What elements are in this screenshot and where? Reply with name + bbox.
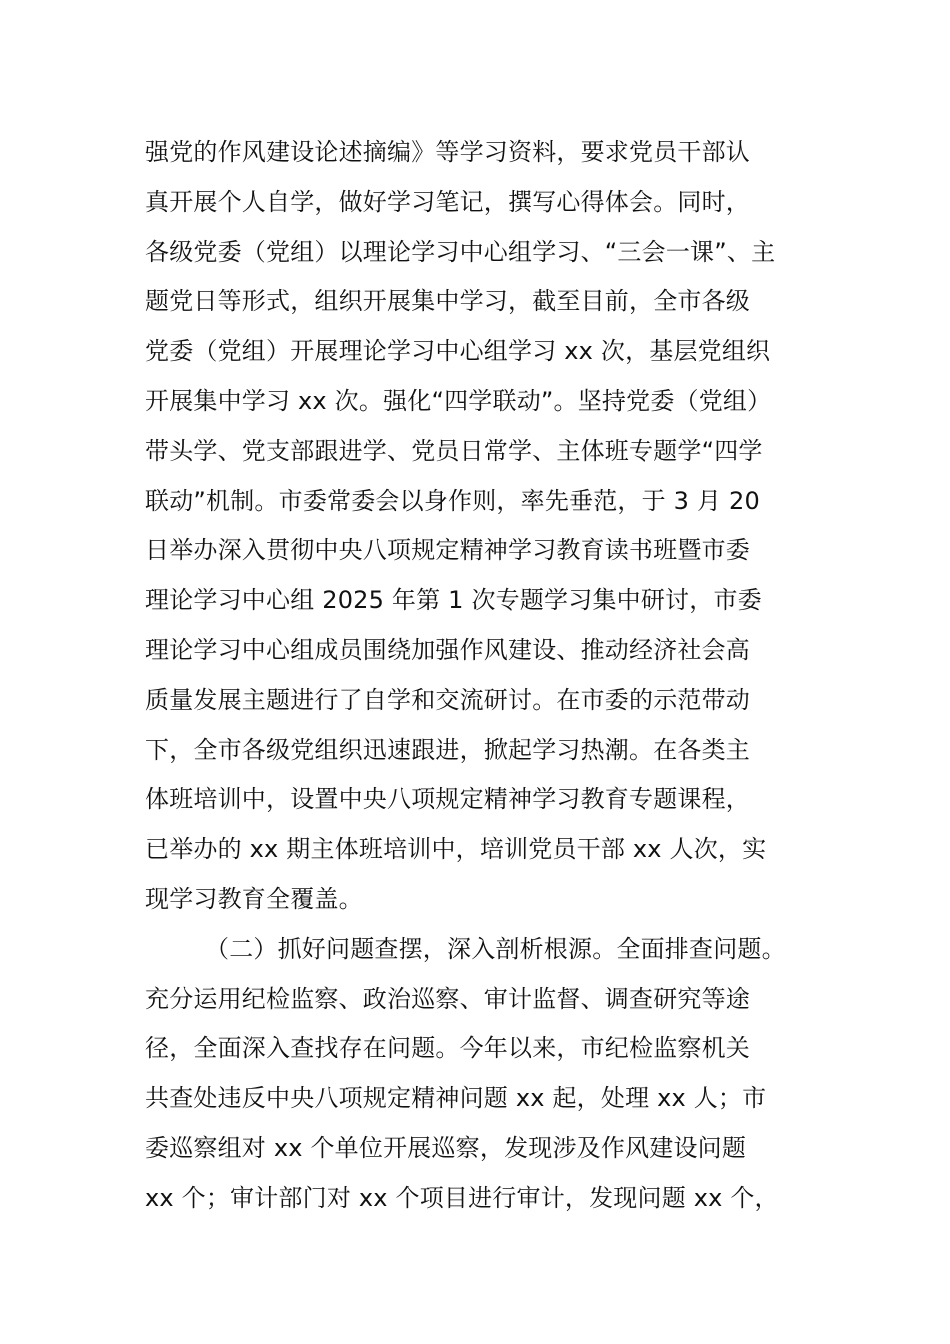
text-line: 强党的作风建设论述摘编》等学习资料，要求党员干部认 bbox=[145, 138, 750, 166]
text-line: 委巡察组对 xx 个单位开展巡察，发现涉及作风建设问题 bbox=[145, 1133, 747, 1162]
text-line: 题党日等形式，组织开展集中学习，截至目前，全市各级 bbox=[145, 287, 750, 316]
text-line: xx 个；审计部门对 xx 个项目进行审计，发现问题 xx 个， bbox=[145, 1183, 779, 1212]
text-line: 已举办的 xx 期主体班培训中，培训党员干部 xx 人次，实 bbox=[145, 835, 767, 864]
text-line: 下，全市各级党组织迅速跟进，掀起学习热潮。在各类主 bbox=[145, 735, 750, 764]
text-line: 径，全面深入查找存在问题。今年以来，市纪检监察机关 bbox=[145, 1034, 750, 1063]
section-heading-line: （二）抓好问题查摆，深入剖析根源。全面排查问题。 bbox=[205, 934, 786, 963]
text-line: 真开展个人自学，做好学习笔记，撰写心得体会。同时， bbox=[145, 187, 750, 216]
text-line: 现学习教育全覆盖。 bbox=[145, 884, 363, 913]
text-line: 共查处违反中央八项规定精神问题 xx 起，处理 xx 人；市 bbox=[145, 1084, 767, 1113]
text-line: 联动”机制。市委常委会以身作则，率先垂范，于 3 月 20 bbox=[145, 486, 760, 515]
text-line: 理论学习中心组成员围绕加强作风建设、推动经济社会高 bbox=[145, 635, 750, 664]
text-line: 带头学、党支部跟进学、党员日常学、主体班专题学“四学 bbox=[145, 436, 763, 465]
text-line: 质量发展主题进行了自学和交流研讨。在市委的示范带动 bbox=[145, 685, 750, 714]
text-line: 开展集中学习 xx 次。强化“四学联动”。坚持党委（党组） bbox=[145, 386, 772, 415]
text-line: 各级党委（党组）以理论学习中心组学习、“三会一课”、主 bbox=[145, 237, 776, 266]
text-line: 体班培训中，设置中央八项规定精神学习教育专题课程， bbox=[145, 785, 750, 814]
text-line: 日举办深入贯彻中央八项规定精神学习教育读书班暨市委 bbox=[145, 536, 750, 565]
body-text bbox=[145, 128, 825, 1224]
text-line: 充分运用纪检监察、政治巡察、审计监督、调查研究等途 bbox=[145, 984, 750, 1013]
text-line: 理论学习中心组 2025 年第 1 次专题学习集中研讨，市委 bbox=[145, 586, 762, 615]
text-line: 党委（党组）开展理论学习中心组学习 xx 次，基层党组织 bbox=[145, 337, 771, 366]
